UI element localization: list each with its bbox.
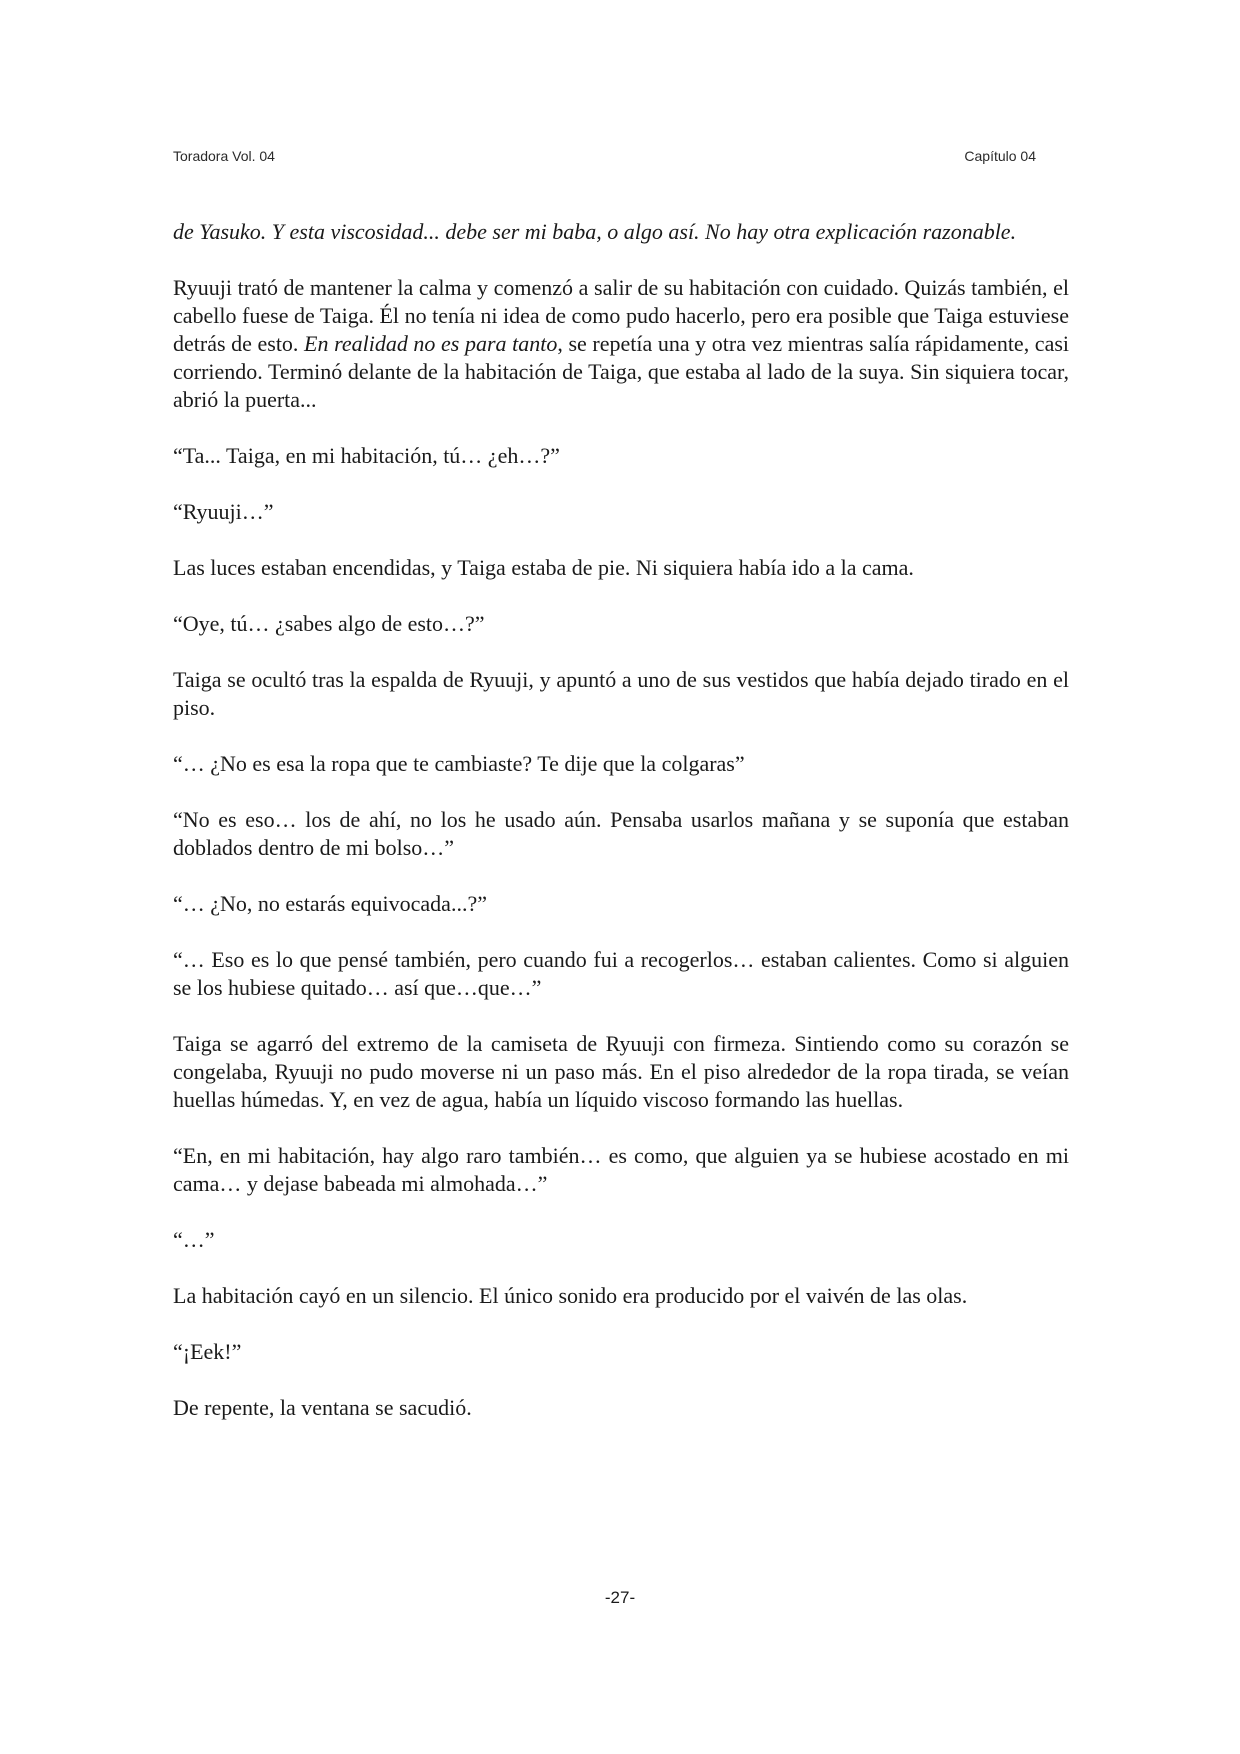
- header-chapter: Capítulo 04: [964, 148, 1036, 164]
- paragraph-6: “Oye, tú… ¿sabes algo de esto…?”: [173, 611, 485, 636]
- paragraph-8: “… ¿No es esa la ropa que te cambiaste? Te dije que la colgaras”: [173, 751, 745, 776]
- paragraph-2-text-before: Ryuuji trató de mantener la calma y comenzó a salir de su habitación con cuidado. Quizás también, el cabello fuese de Taiga. Él no tenía ni idea de como pudo hacerlo, pero era posible que Taiga estuviese detrás de esto.: [173, 275, 1069, 356]
- paragraph-15: La habitación cayó en un silencio. El único sonido era producido por el vaivén de las olas.: [173, 1283, 968, 1308]
- paragraph-1: de Yasuko. Y esta viscosidad... debe ser mi baba, o algo así. No hay otra explicación razonable.: [173, 219, 1017, 244]
- paragraph-4: “Ryuuji…”: [173, 499, 274, 524]
- paragraph-5: Las luces estaban encendidas, y Taiga estaba de pie. Ni siquiera había ido a la cama.: [173, 555, 914, 580]
- paragraph-2: [173, 274, 1069, 414]
- paragraph-14: “…”: [173, 1227, 215, 1252]
- paragraph-2-italic-thought: En realidad no es para tanto: [304, 331, 558, 356]
- paragraph-9: “No es eso… los de ahí, no los he usado aún. Pensaba usarlos mañana y se suponía que estaban doblados dentro de mi bolso…”: [173, 807, 1069, 860]
- paragraph-7: Taiga se ocultó tras la espalda de Ryuuji, y apuntó a uno de sus vestidos que había dejado tirado en el piso.: [173, 667, 1069, 720]
- paragraph-11: “… Eso es lo que pensé también, pero cuando fui a recogerlos… estaban calientes. Como si alguien se los hubiese quitado… así que…que…”: [173, 947, 1069, 1000]
- page-body: [173, 218, 1069, 1450]
- paragraph-13: “En, en mi habitación, hay algo raro también… es como, que alguien ya se hubiese acostado en mi cama… y dejase babeada mi almohada…”: [173, 1143, 1069, 1196]
- page-header: [173, 148, 1036, 168]
- paragraph-16: “¡Eek!”: [173, 1339, 242, 1364]
- paragraph-12: Taiga se agarró del extremo de la camiseta de Ryuuji con firmeza. Sintiendo como su corazón se congelaba, Ryuuji no pudo moverse ni un paso más. En el piso alrededor de la ropa tirada, se veían huellas húmedas. Y, en vez de agua, había un líquido viscoso formando las huellas.: [173, 1031, 1069, 1112]
- header-book-title: Toradora Vol. 04: [173, 148, 275, 164]
- paragraph-2-text-after: , se repetía una y otra vez mientras salía rápidamente, casi corriendo. Terminó delante de la habitación de Taiga, que estaba al lado de la suya. Sin siquiera tocar, abrió la puerta...: [173, 331, 1070, 412]
- paragraph-3: “Ta... Taiga, en mi habitación, tú… ¿eh…?”: [173, 443, 560, 468]
- paragraph-17: De repente, la ventana se sacudió.: [173, 1395, 472, 1420]
- page-number: -27-: [604, 1588, 636, 1607]
- paragraph-10: “… ¿No, no estarás equivocada...?”: [173, 891, 487, 916]
